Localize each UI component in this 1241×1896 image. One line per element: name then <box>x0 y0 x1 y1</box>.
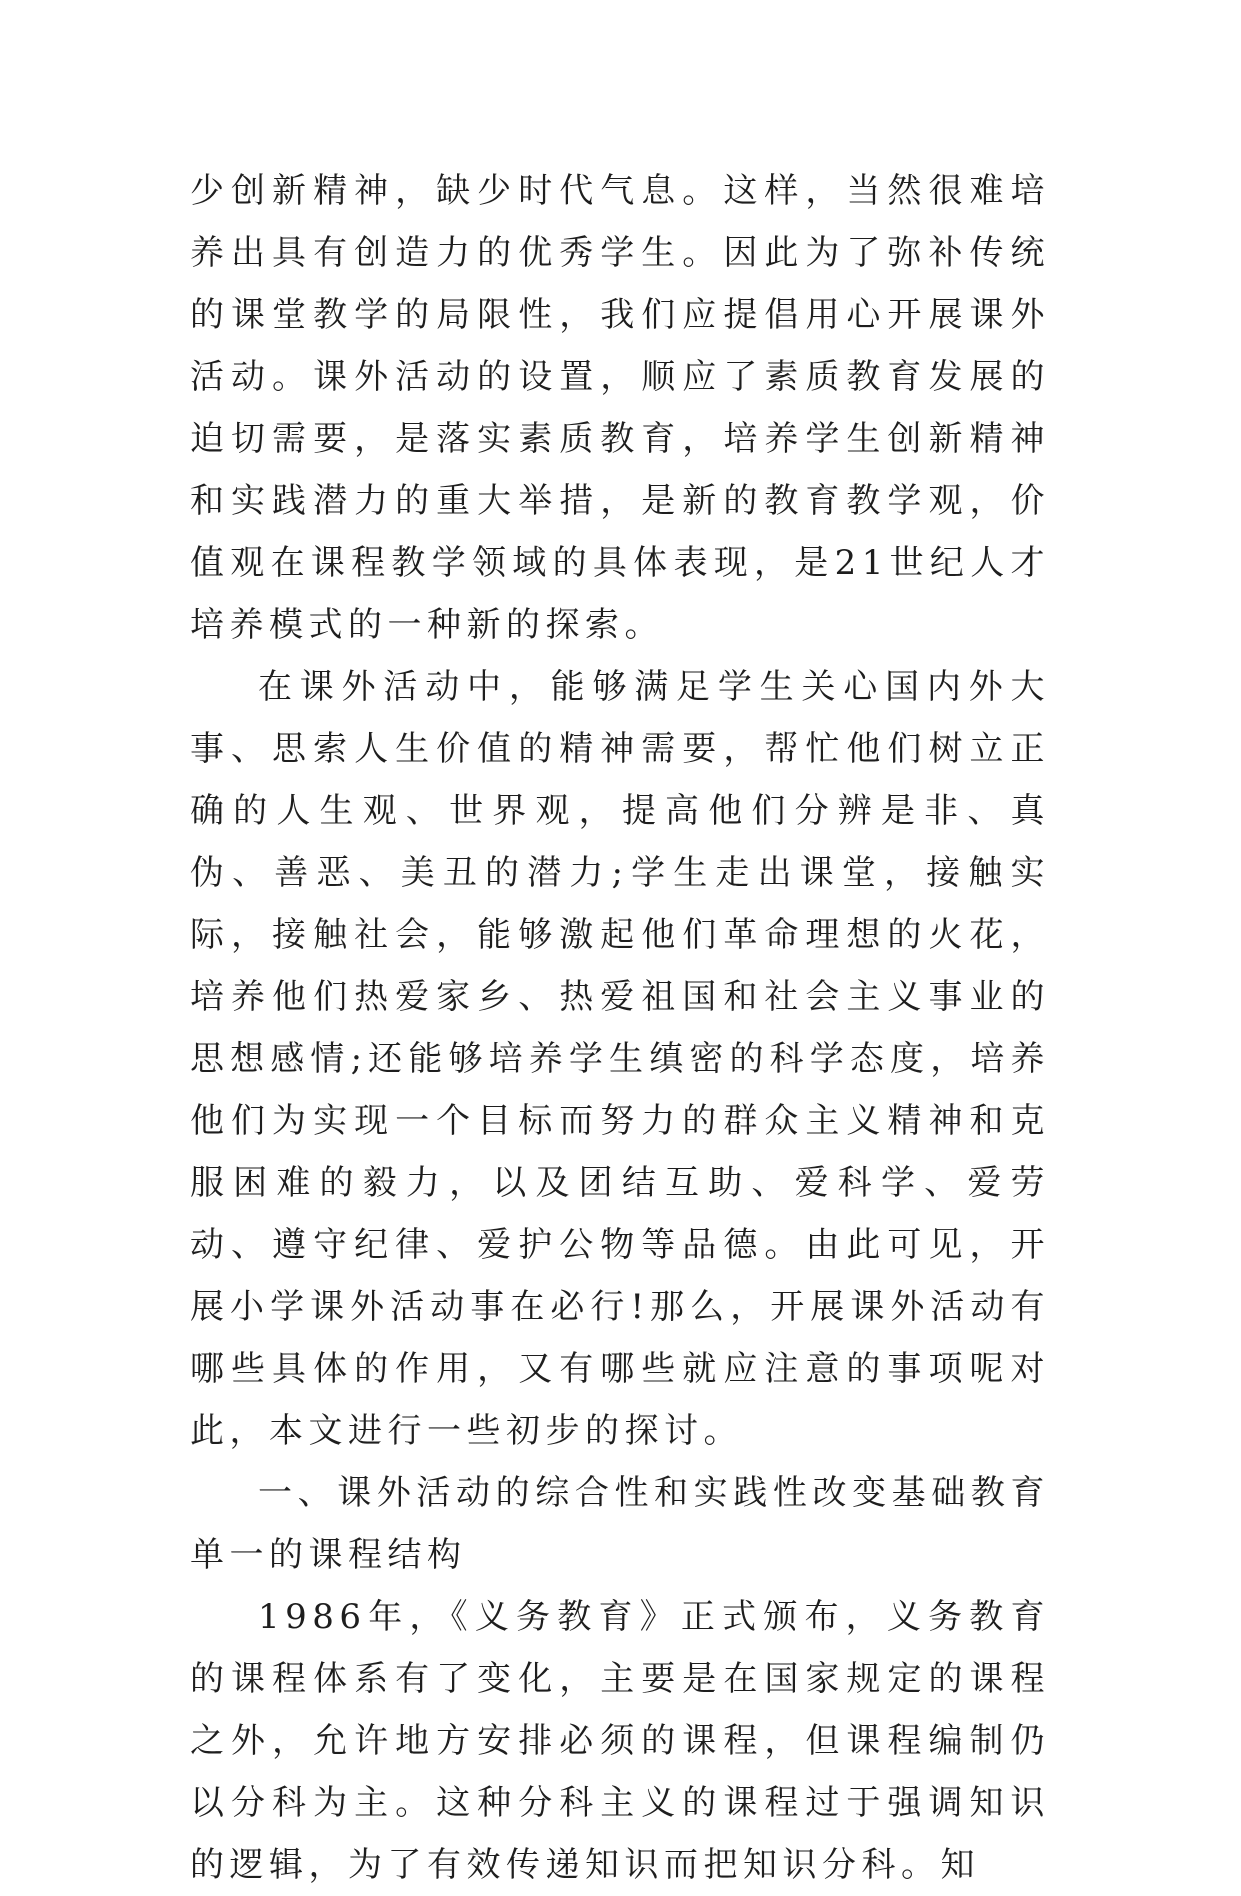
paragraph-3: 1986年，《义务教育》正式颁布，义务教育的课程体系有了变化，主要是在国家规定的课程之外，允许地方安排必须的课程，但课程编制仍以分科为主。这种分科主义的课程过于强调知识的逻辑，为了有效传递知识而把知识分科。知 <box>190 1597 1050 1885</box>
body-text <box>190 160 1050 1896</box>
paragraph-1: 少创新精神，缺少时代气息。这样，当然很难培养出具有创造力的优秀学生。因此为了弥补传统的课堂教学的局限性，我们应提倡用心开展课外活动。课外活动的设置，顺应了素质教育发展的迫切需要，是落实素质教育，培养学生创新精神和实践潜力的重大举措，是新的教育教学观，价值观在课程教学领域的具体表现，是21世纪人才培养模式的一种新的探索。 <box>190 171 1050 645</box>
section-heading: 一、课外活动的综合性和实践性改变基础教育单一的课程结构 <box>190 1473 1050 1575</box>
paragraph-2: 在课外活动中，能够满足学生关心国内外大事、思索人生价值的精神需要，帮忙他们树立正确的人生观、世界观，提高他们分辨是非、真伪、善恶、美丑的潜力;学生走出课堂，接触实际，接触社会，能够激起他们革命理想的火花，培养他们热爱家乡、热爱祖国和社会主义事业的思想感情;还能够培养学生缜密的科学态度，培养他们为实现一个目标而努力的群众主义精神和克服困难的毅力，以及团结互助、爱科学、爱劳动、遵守纪律、爱护公物等品德。由此可见，开展小学课外活动事在必行!那么，开展课外活动有哪些具体的作用，又有哪些就应注意的事项呢对此，本文进行一些初步的探讨。 <box>190 667 1050 1451</box>
